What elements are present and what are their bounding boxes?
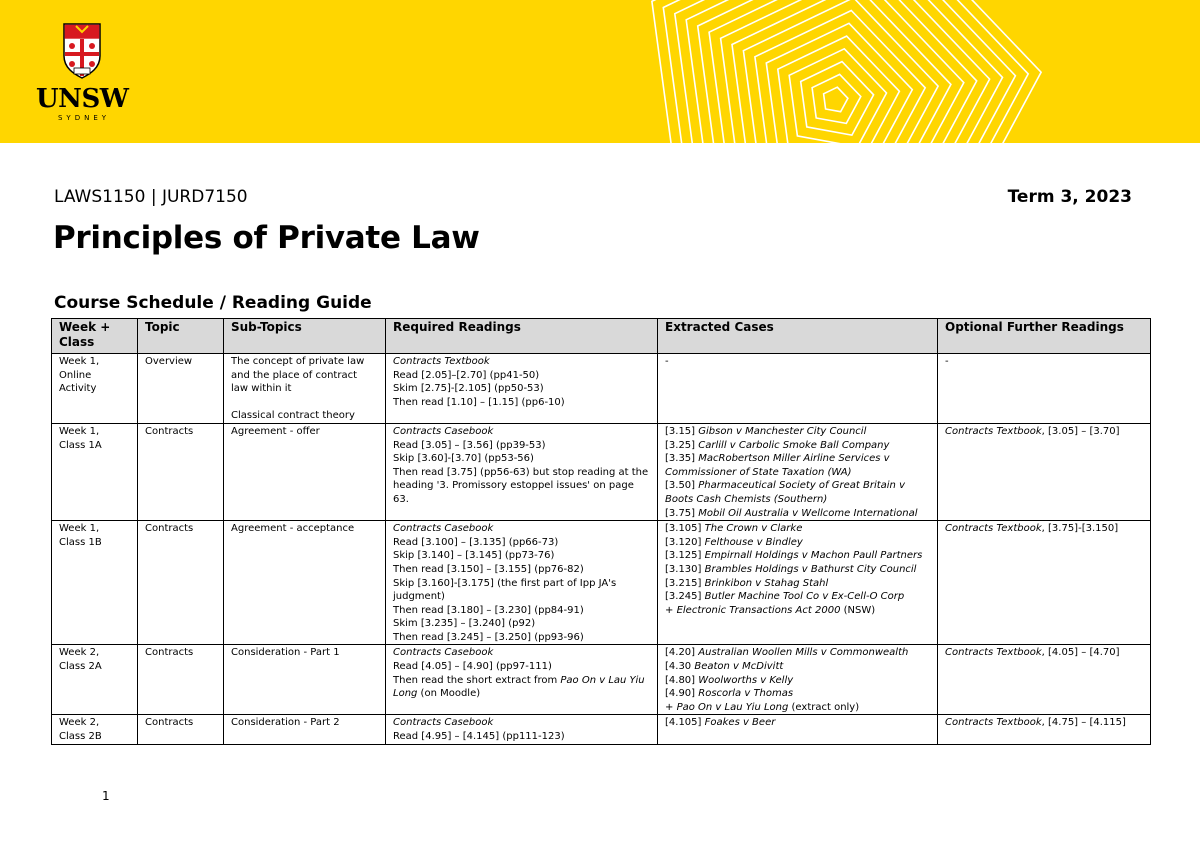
case-ref: [4.20] <box>665 647 696 659</box>
reading-line <box>393 439 650 453</box>
reading-text: judgment) <box>393 591 445 603</box>
reading-text: Then read [3.180] – [3.230] (pp84-91) <box>393 604 584 616</box>
paragraph-range: , [4.05] – [4.70] <box>1041 647 1120 659</box>
week-line: Class 2A <box>59 661 102 673</box>
subtopic-line: Consideration - Part 1 <box>231 647 340 659</box>
reading-text: heading '3. Promissory estoppel issues' on page <box>393 480 634 492</box>
case-ref: [3.105] <box>665 523 702 535</box>
case-line <box>665 701 930 715</box>
case-name: Long <box>393 688 418 700</box>
case-line <box>665 536 930 550</box>
table-header-row <box>52 319 1151 354</box>
week-cell <box>52 645 138 715</box>
case-note: (extract only) <box>788 701 860 713</box>
reading-line <box>393 577 650 591</box>
case-ref: [4.30 <box>665 661 692 673</box>
case-name: Australian Woollen Mills v Commonwealth <box>698 647 909 659</box>
course-code: LAWS1150 | JURD7150 <box>54 187 248 207</box>
optional-line <box>945 646 1143 660</box>
reading-text: Then read the short extract from <box>393 674 561 686</box>
pattern-ring <box>824 87 848 112</box>
optional-line <box>945 716 1143 730</box>
case-ref: [3.50] <box>665 480 696 492</box>
case-name: Pao On v Lau Yiu Long <box>676 701 789 713</box>
week-cell <box>52 423 138 520</box>
reading-line <box>393 660 650 674</box>
unsw-logo <box>36 22 128 122</box>
reading-line <box>393 466 650 480</box>
case-line <box>665 563 930 577</box>
reading-line <box>393 536 650 550</box>
reading-text: Contracts Casebook <box>393 523 494 535</box>
optional-cell <box>938 354 1151 424</box>
paragraph-range: , [3.05] – [3.70] <box>1041 425 1120 437</box>
pattern-ring <box>801 62 874 136</box>
reading-line <box>393 590 650 604</box>
reading-line <box>393 369 650 383</box>
reading-line <box>393 563 650 577</box>
subtopic-line: law within it <box>231 383 292 395</box>
reading-text: Read [3.100] – [3.135] (pp66-73) <box>393 536 559 548</box>
column-header: Sub-Topics <box>224 319 386 354</box>
topic-cell <box>138 423 224 520</box>
optional-cell <box>938 645 1151 715</box>
case-line <box>665 660 930 674</box>
column-header: Topic <box>138 319 224 354</box>
readings-cell <box>386 423 658 520</box>
cases-cell <box>658 521 938 645</box>
reading-line <box>393 604 650 618</box>
column-header: Extracted Cases <box>658 319 938 354</box>
reading-text: Skim [3.235] – [3.240] (p92) <box>393 618 536 630</box>
cases-cell <box>658 645 938 715</box>
case-ref: [3.215] <box>665 577 702 589</box>
case-name: Commissioner of State Taxation (WA) <box>665 466 852 478</box>
cases-cell <box>658 423 938 520</box>
subtopic-line: and the place of contract <box>231 369 358 381</box>
case-ref: [3.25] <box>665 439 696 451</box>
case-name: Woolworths v Kelly <box>698 674 794 686</box>
case-name: MacRobertson Miller Airline Services v <box>698 453 890 465</box>
reading-line <box>393 425 650 439</box>
case-name: The Crown v Clarke <box>704 523 803 535</box>
case-name: Empirnall Holdings v Machon Paull Partners <box>704 550 923 562</box>
case-line <box>665 604 930 618</box>
topic-cell <box>138 645 224 715</box>
pattern-ring <box>812 74 861 123</box>
case-name: Felthouse v Bindley <box>704 536 803 548</box>
reading-text: Read [2.05]–[2.70] (pp41-50) <box>393 369 540 381</box>
topic-text: Contracts <box>145 425 194 437</box>
reading-line <box>393 479 650 493</box>
week-line: Week 1, <box>59 425 100 437</box>
case-line <box>665 522 930 536</box>
subtopic-line: Consideration - Part 2 <box>231 717 340 729</box>
case-line <box>665 674 930 688</box>
week-cell <box>52 715 138 744</box>
schedule-table <box>51 318 1151 745</box>
section-heading: Course Schedule / Reading Guide <box>54 293 372 313</box>
topic-text: Contracts <box>145 717 194 729</box>
case-name: Mobil Oil Australia v Wellcome International <box>698 507 918 519</box>
table-row <box>52 354 1151 424</box>
case-name: Electronic Transactions Act 2000 <box>676 604 841 616</box>
subtopic-line: The concept of private law <box>231 356 365 367</box>
case-name: Boots Cash Chemists (Southern) <box>665 493 828 505</box>
optional-line <box>945 522 1143 536</box>
optional-line <box>945 425 1143 439</box>
reading-text: Then read [3.75] (pp56-63) but stop reading at the <box>393 466 649 478</box>
case-name: Brambles Holdings v Bathurst City Council <box>704 563 917 575</box>
readings-cell <box>386 645 658 715</box>
reading-line <box>393 522 650 536</box>
case-name: Gibson v Manchester City Council <box>698 425 867 437</box>
week-line: Week 2, <box>59 647 100 659</box>
case-line <box>665 479 930 493</box>
reading-text: Read [4.05] – [4.90] (pp97-111) <box>393 661 552 673</box>
case-ref: [4.80] <box>665 674 696 686</box>
reading-text: 63. <box>393 493 409 505</box>
subtopic-cell <box>224 521 386 645</box>
case-line <box>665 646 930 660</box>
textbook-name: Contracts Textbook <box>945 523 1042 535</box>
subtopic-cell <box>224 715 386 744</box>
column-header: Required Readings <box>386 319 658 354</box>
case-name: Beaton v McDivitt <box>694 661 784 673</box>
subtopic-line: Agreement - offer <box>231 425 320 437</box>
case-text: - <box>665 356 669 367</box>
subtopic-cell <box>224 354 386 424</box>
case-ref: [3.35] <box>665 453 696 465</box>
reading-text: Read [3.05] – [3.56] (pp39-53) <box>393 439 546 451</box>
week-line: Online <box>59 369 92 381</box>
crest-icon <box>60 22 104 80</box>
reading-line <box>393 382 650 396</box>
term-label: Term 3, 2023 <box>1007 187 1132 207</box>
case-ref: + <box>665 604 674 616</box>
optional-line <box>945 355 1143 369</box>
reading-line <box>393 355 650 369</box>
case-ref: [3.15] <box>665 425 696 437</box>
reading-text: Contracts Casebook <box>393 425 494 437</box>
case-line <box>665 452 930 466</box>
reading-line <box>393 617 650 631</box>
readings-cell <box>386 354 658 424</box>
case-line <box>665 590 930 604</box>
topic-text: Contracts <box>145 523 194 535</box>
reading-text: Skim [2.75]-[2.105] (pp50-53) <box>393 383 544 395</box>
case-ref: [3.75] <box>665 507 696 519</box>
subtopic-cell <box>224 423 386 520</box>
case-line <box>665 466 930 480</box>
pattern-ring <box>709 0 977 143</box>
case-line <box>665 549 930 563</box>
case-ref: + <box>665 701 674 713</box>
week-line: Week 2, <box>59 717 100 729</box>
cases-cell <box>658 354 938 424</box>
reading-text: Then read [3.150] – [3.155] (pp76-82) <box>393 563 584 575</box>
reading-line <box>393 493 650 507</box>
reading-text: Then read [3.245] – [3.250] (pp93-96) <box>393 631 584 643</box>
textbook-name: Contracts Textbook <box>945 425 1042 437</box>
week-line: Activity <box>59 383 97 395</box>
case-line <box>665 493 930 507</box>
reading-text: Contracts Casebook <box>393 717 494 729</box>
case-line <box>665 507 930 521</box>
geometric-pattern <box>630 0 1200 143</box>
pattern-ring <box>698 0 990 143</box>
week-line: Week 1, <box>59 523 100 535</box>
case-line <box>665 687 930 701</box>
table-row <box>52 423 1151 520</box>
reading-line <box>393 730 650 744</box>
case-ref: [3.125] <box>665 550 702 562</box>
reading-text: Skip [3.60]-[3.70] (pp53-56) <box>393 453 534 465</box>
table-row <box>52 715 1151 744</box>
textbook-name: Contracts Textbook <box>945 647 1042 659</box>
logo-wordmark: UNSW <box>36 84 129 114</box>
pattern-ring <box>663 0 1028 143</box>
table-row <box>52 521 1151 645</box>
reading-line <box>393 452 650 466</box>
readings-cell <box>386 521 658 645</box>
case-name: Pao On v Lau Yiu <box>560 674 645 686</box>
page-title: Principles of Private Law <box>53 220 480 256</box>
reading-text: (on Moodle) <box>417 688 481 700</box>
case-name: Brinkibon v Stahag Stahl <box>704 577 829 589</box>
column-header: Week + Class <box>52 319 138 354</box>
pattern-ring <box>732 0 951 143</box>
reading-line <box>393 674 650 688</box>
week-line: Class 1A <box>59 439 102 451</box>
case-line <box>665 425 930 439</box>
logo-subtext: SYDNEY <box>57 114 111 122</box>
reading-text: Skip [3.160]-[3.175] (the first part of Ipp JA's <box>393 577 617 589</box>
optional-cell <box>938 521 1151 645</box>
week-line: Week 1, <box>59 356 100 367</box>
reading-text: Skip [3.140] – [3.145] (pp73-76) <box>393 550 555 562</box>
case-name: Butler Machine Tool Co v Ex-Cell-O Corp <box>704 591 905 603</box>
page-number: 1 <box>102 789 110 803</box>
cases-cell <box>658 715 938 744</box>
paragraph-range: , [4.75] – [4.115] <box>1041 717 1126 729</box>
week-cell <box>52 354 138 424</box>
case-note: (NSW) <box>840 604 876 616</box>
case-ref: [4.90] <box>665 688 696 700</box>
subtopic-line: Classical contract theory <box>231 410 355 422</box>
week-cell <box>52 521 138 645</box>
optional-text: - <box>945 356 949 367</box>
subtopic-cell <box>224 645 386 715</box>
case-ref: [3.245] <box>665 591 702 603</box>
reading-text: Then read [1.10] – [1.15] (pp6-10) <box>393 396 565 408</box>
readings-cell <box>386 715 658 744</box>
reading-line <box>393 396 650 410</box>
case-line <box>665 716 930 730</box>
reading-line <box>393 631 650 645</box>
case-name: Roscorla v Thomas <box>698 688 794 700</box>
reading-line <box>393 716 650 730</box>
reading-text: Contracts Textbook <box>393 356 490 367</box>
week-line: Class 2B <box>59 731 102 743</box>
reading-line <box>393 687 650 701</box>
case-line <box>665 355 930 369</box>
case-line <box>665 439 930 453</box>
optional-cell <box>938 423 1151 520</box>
case-name: Pharmaceutical Society of Great Britain v <box>698 480 905 492</box>
subtopic-line: Agreement - acceptance <box>231 523 355 535</box>
topic-cell <box>138 521 224 645</box>
reading-text: Read [4.95] – [4.145] (pp111-123) <box>393 731 565 743</box>
reading-line <box>393 646 650 660</box>
reading-line <box>393 549 650 563</box>
topic-text: Contracts <box>145 647 194 659</box>
paragraph-range: , [3.75]-[3.150] <box>1041 523 1119 535</box>
reading-text: Contracts Casebook <box>393 647 494 659</box>
table-row <box>52 645 1151 715</box>
case-ref: [3.130] <box>665 563 702 575</box>
topic-cell <box>138 715 224 744</box>
optional-cell <box>938 715 1151 744</box>
pattern-ring <box>675 0 1016 143</box>
column-header: Optional Further Readings <box>938 319 1151 354</box>
topic-text: Overview <box>145 356 193 367</box>
case-line <box>665 577 930 591</box>
case-name: Foakes v Beer <box>704 717 776 729</box>
case-name: Carlill v Carbolic Smoke Ball Company <box>698 439 890 451</box>
case-ref: [3.120] <box>665 536 702 548</box>
week-line: Class 1B <box>59 536 102 548</box>
header-banner <box>0 0 1200 143</box>
topic-cell <box>138 354 224 424</box>
case-ref: [4.105] <box>665 717 702 729</box>
textbook-name: Contracts Textbook <box>945 717 1042 729</box>
